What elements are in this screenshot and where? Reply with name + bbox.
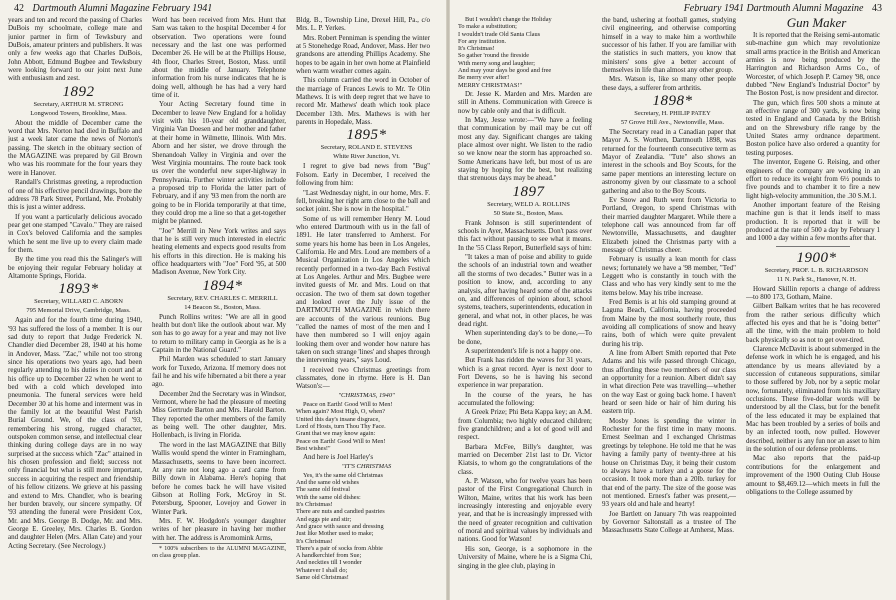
right-running-head: [684, 3, 888, 14]
paragraph: And here is Joel Harley's: [303, 453, 374, 462]
paragraph: years and ten and record the passing of Charles DuBois my schoolmate, college mate and junior partner in firm of Tewksbury and DuBois, amateur printers and publishers. It was only a few weeks ago that Charles DuBois, John Abbott, Edmund Bugbee and Tewksbury were looking forward to our joint next June with enthusiasm and zest.: [8, 16, 142, 83]
secretary-address: 14 Beacon St., Boston, Mass.: [184, 303, 261, 311]
poem: Peace on Earth! Good Will to Men! When again? Most High, O, when? United this day's insane disgrace, Lord of Hosts, turn Thou Thy Face. Grant that we may know again: Peace on Earth! Good Will to Men! Best wishes!": [296, 401, 393, 452]
paragraph: February is usually a lean month for class news; fortunately we have a '98 member, "Ted" Leggett who is constantly in touch with the Class and who has very kindly sent to me the items below. May his tribe increase.: [602, 255, 736, 297]
paragraph: Howard Skillin reports a change of address—to 800 173, Gotham, Maine.: [746, 284, 880, 301]
paragraph: I received two Christmas greetings from classmates, done in rhyme. Here is H. Dan Watson's:—: [296, 365, 430, 391]
class-year-heading: 1900*: [796, 249, 837, 266]
class-secretary: Secretary, ARTHUR M. STRONG: [33, 100, 124, 108]
paragraph: Mac also reports that the paid-up contributions for the enlargement and improvement of the 1900 Outing Club House amount to $8,469.12—which meets in full the obligations to the College assumed by: [746, 454, 880, 496]
paragraph: About the middle of December came the word that Mrs. Norton had died in Buffalo and just a week later came the news of Norton's passing. The sketch in the obituary section of the MAGAZINE was prepared by Gil Brown who was his roommate for the four years they were in Hanover.: [8, 118, 142, 177]
footnote: * 100% subscribers to the ALUMNI MAGAZINE, on class group plan.: [152, 543, 286, 560]
paragraph: I regret to give bad news from "Bug" Folsom. Early in December, I received the following from him:: [296, 162, 430, 188]
paragraph: Your Acting Secretary found time in December to leave New England for a holiday visit with his 10-year old granddaughter, Virginia Van Doesen and her mother and father at their home in Wilmette, Illinois. With Mrs. Aborn and her sister, we drove through the Shenandoah Valley in Virginia and over the West Virginia mountains. The route back took us over the wonderful new super-highway in Pennsylvania. Further winter activities include a proposed trip to Florida the latter part of February, and if any '93 men from the north are going to be in Florida temporarily at that time, they could drop me a line so that a get-together might be planned.: [152, 100, 286, 226]
class-secretary: Secretary, H. PHILIP PATEY: [634, 110, 711, 118]
paragraph: Mrs. Robert Penniman is spending the winter at 5 Stonehedge Road, Andover, Mass. Her two grandsons are attending Phillips Academy. She hopes to be again in her own home at Plainfield when warm weather comes again.: [296, 33, 430, 76]
paragraph: Joe Bartlett on January 7th was reappointed by Governor Saltonstall as a trustee of The Massachusetts State College at Amherst, Mass.: [602, 509, 736, 535]
section-rule: [776, 246, 850, 247]
paragraph: A line from Albert Smith reported that Pete Adams and his wife passed through Chicago, thus affording these two members of our class an opportunity for a reunion. Albert didn't say in what direction Pete was travelling—whether on the way East or going back home. I haven't heard or seen hide or hair of him during his eastern trip.: [602, 349, 736, 416]
paragraph: The Secretary read in a Canadian paper that Mayor A. S. Worthen, Dartmouth 1898, was returned for the fourteenth consecutive term as Mayor of Zealandia. "Tute" also shows an interest in the schools and Boy Scouts, for the same paper mentions an interesting lecture on astronomy given by our classmate to a school gathering and also to the Boy Scouts.: [602, 128, 736, 195]
right-running-title: February 1941 Dartmouth Alumni Magazine: [683, 3, 864, 14]
secretary-address: Longwood Towers, Brookline, Mass.: [30, 109, 127, 117]
right-page: [450, 0, 896, 600]
class-secretary: Secretary, WILLARD C. ABORN: [34, 298, 123, 306]
class-secretary: Secretary, PROF. L. B. RICHARDSON: [764, 266, 869, 274]
right-column-1: [458, 16, 592, 598]
paragraph: "Joe" Merrill in New York writes and says that he is still very much interested in electric heating elements and expects good results from his efforts in this direction. He is making his office headquarters with "Joe" Ford '95, at 500 Madison Avenue, New York City.: [152, 226, 286, 277]
paragraph: The gun, which fires 500 shots a minute at an effective range of 300 yards, is now being tested in England and Canada by the British and on the Shrewsbury rifle range by the United States army ordnance department. Boston police have also ordered a quantity for testing purposes.: [746, 98, 880, 157]
paragraph: Phil Marden was scheduled to start January work for Tuxedo, Arizona. If memory does not fail he and his wife hibernated a bit there a year ago.: [152, 355, 286, 389]
paragraph: Punch Rollins writes: "We are all in good health but don't like the outlook about war. My son has to go away for a year and may not live to return to military camp in Georgia as he is a Captain in the National Guard.": [152, 312, 286, 355]
left-running-title: Dartmouth Alumni Magazine February 1941: [32, 3, 213, 14]
class-secretary: Secretary, ROLAND E. STEVENS: [320, 144, 413, 152]
paragraph: Mosby Jones is spending the winter in Rochester for the first time in many moons. Ernest Seelman and I exchanged Christmas greetings by telephone. He told me that he was having a family party of twenty-three at his house on Christmas Day, it being their custom to always have a turkey and a goose for the occasion. It took more than a 20lb. turkey for that end of the party. The size of the goose was not mentioned. Ernest's father was present,—93 years old and hale and hearty!: [602, 416, 736, 509]
paragraph: December 2nd the Secretary was in Windsor, Vermont, where he had the pleasure of meeting Miss Gertrude Barton and Mrs. Harold Barton. They reported the other members of the family as being well. The other daughter, Mrs. Hollenbach, is living in Florida.: [152, 389, 286, 440]
class-year-heading: 1894*: [202, 277, 243, 294]
class-secretary: Secretary, REV. CHARLES C. MERRILL: [167, 294, 278, 302]
secretary-address: White River Junction, Vt.: [333, 153, 400, 161]
paragraph: A. P. Watson, who for twelve years has been pastor of the First Congregational Church in Wilton, Maine, writes that his work has been increasingly interesting and enjoyable every year, and that he is increasingly impressed with the need of greater recognition and cultivation of moral and spiritual values by individuals and nations. Good for Watson!: [458, 477, 592, 544]
class-year-heading: 1898*: [652, 93, 693, 110]
secretary-address: 11 N. Park St., Hanover, N. H.: [776, 275, 857, 283]
paragraph: This column carried the word in October of the marriage of Frances Lewis to Mr. Te Olin Mathews. It is with deep regret that we have to record Mr. Mathews' death which took place December 13th. Mrs. Mathews is with her parents in Hopedale, Mass.: [296, 76, 430, 127]
paragraph: Dr. Jesse K. Marden and Mrs. Marden are still in Athens. Communication with Greece is now by cable only and that is difficult.: [458, 89, 592, 115]
left-column-1: [8, 16, 142, 598]
paragraph: Barbara McFee, Billy's daughter, was married on December 21st last to Dr. Victor Kiatsis, to whom go the congratulations of the class.: [458, 442, 592, 476]
paragraph: "Last Wednesday night, in our home, Mrs. F. fell, breaking her right arm close to the ball and socket joint. She is now in the hospital.": [296, 188, 430, 214]
class-year-heading: 1892: [62, 83, 95, 100]
paragraph: Clarence McDavitt is about submerged in the defense work in which he is engaged, and his attendance by us means alleviated by a succession of cutaneous suppurations, similar to those suffered by Job, nor by a septic molar now, fortunately, eliminated from his maxillary occlusions. These five-dollar words will be understood by all the Class, but for the benefit of the less educated it may be explained that Mac has been troubled by a series of boils and by an infected tooth, now pulled. However described, neither is any fun nor an asset to him in the solution of our defense problems.: [746, 345, 880, 454]
paragraph: Again and for the fourth time during 1940, '93 has suffered the loss of a member. It is our sad duty to report that Judge Frederick N. Chandler died December 28, 1940 at his home in Andover, Mass. "Zac," while not too strong since his operations two years ago, had been regularly attending to his duties in court and at his office up to December 22 when he went to bed with a cold which developed into pneumonia. The funeral services were held December 30 at his home and interment was in the family lot at the beautiful West Parish Burial Ground. We, of the class of '93, remembering his strong, rugged character, outspoken common sense, and intellectual clear thinking during college days are in no way surprised at the success which "Zac" attained in his chosen profession and field; success not only financial but what is still more important, success in acquiring the respect and friendship of his fellow citizens. We grieve at his passing and extend to Mrs. Chandler, who is bearing her burden bravely, our sincere sympathy. Of '93 attending the funeral were President Cox, Mr. and Mrs. George B. Dodge, Mr. and Mrs. George E. Greeley, Mrs. Charles B. Gordon and daughter Helen (Mrs. Allan Cate) and your Acting Secretary. (See Necrology.): [8, 316, 142, 550]
left-page-number: 42: [14, 3, 24, 14]
left-column-2: [152, 16, 286, 598]
secretary-address: 50 State St., Boston, Mass.: [493, 209, 564, 217]
paragraph: But Frank has ridden the waves for 31 years, which is a great record. Ayer is next door to Fort Devens, so he is having his second experience in war preparation.: [458, 356, 592, 390]
paragraph: In the course of the years, he has accumulated the following:: [458, 390, 592, 407]
paragraph: When superintending day's to be done,—To be done,: [458, 329, 592, 346]
poem: Yes, it's the same old Christmas And the same old wishes The same old festival With the same old dishes: It's Christmas! There are nuts and candied pastries And eggs pie and stir; And grace with sauce and dressing Just like Mother used to make; It's Christmas! There's a pair of socks from Abbie A handkerchief from Sue; And neckties till I wonder Whatever I shall do; Same old Christmas!: [296, 471, 385, 582]
paragraph: In May, Jesse wrote:—"We have a feeling that communication by mail may be cut off most any day. Significant changes are taking place almost over night. We listen to the radio so we know near the storm has approached so. Some Americans have left, but most of us are staying by hoping for the best, but realizing that strenuous days may be ahead.": [458, 116, 592, 183]
paragraph: His son, George, is a sophomore in the University of Maine, where he is a Sigma Chi, singing in the glee club, playing in: [458, 544, 592, 570]
left-column-3: [296, 16, 430, 598]
class-year-heading: 1895*: [346, 127, 387, 144]
paragraph: It is reported that the Reising semi-automatic sub-machine gun which may revolutionize small arms practice in the British and American armies is now being produced by the Harrington and Richardson Arms Co., of Worcester, of which Joseph P. Carney '98, once dubbed "New England's Industrial Doctor" by The Boston Post, is now president and director.: [746, 31, 880, 98]
paragraph: If you want a particularly delicious avocado pear get one stamped "Cavalo." They are raised in Cox's beloved California and the samples which he sent me live up to every claim made for them.: [8, 212, 142, 254]
paragraph: Word has been received from Mrs. Hunt that Sam was taken to the hospital December 4 for observation. Two operations were found necessary and the last one was performed December 26. He will be at the Phillips House, 4th floor, Charles Street, Boston, Mass. until about the middle of January. Telephone information from his nurse indicates that he is doing well, although he has had a very hard time of it.: [152, 16, 286, 100]
right-column-2: [602, 16, 736, 598]
paragraph: "It takes a man of poise and ability to guide the schools of an industrial town and weather all the storms of two decades." Butter was in a position to know, and, according to any analysis, after having heard some of the attacks on, and differences of opinion about, school systems, teachers, superintendents, education in general, and what not, in other places, he was dead right.: [458, 253, 592, 328]
paragraph: A superintendent's life is not a happy one.: [465, 346, 583, 355]
right-page-number: 43: [872, 3, 882, 14]
left-running-head: [8, 3, 212, 14]
paragraph: A Greek Prize; Phi Beta Kappa key; an A.M. from Columbia; two highly educated children; five grandchildren; and a lot of good will and respect.: [458, 408, 592, 442]
class-year-heading: 1893*: [58, 281, 99, 298]
class-year-heading: 1897: [512, 183, 545, 200]
paragraph: Bldg. B., Township Line, Drexel Hill, Pa., c/o Mrs. L. P. Yerkes.: [296, 16, 430, 33]
paragraph: By the time you read this the Salinger's will be enjoying their regular February holiday at Altamonte Springs, Florida.: [8, 255, 142, 280]
secretary-address: 795 Memorial Drive, Cambridge, Mass.: [26, 307, 131, 315]
poem-title: "IT'S CHRISTMAS: [341, 462, 392, 470]
paragraph: Some of us will remember Henry M. Loud who entered Dartmouth with us in the fall of 1891. He later transferred to Amherst. For some years his home has been in Los Angeles, California. He and Mrs. Loud are members of a Musical Organization in Los Angeles which recently performed in a two-day Bach Festival at Los Angeles. Arthur and Mrs. Bugbee were invited guests of Mr. and Mrs. Loud on that occasion. The two of them sat down together and looked over the July issue of the DARTMOUTH MAGAZINE in which there are accounts of the various reunions. Bug "called the names of most of the men and I have then numbered so I will enjoy again looking them over and wonder how nature has taken on such strange 'lines' and shapes through the intervening years," says Loud.: [296, 214, 430, 365]
paragraph: The inventor, Eugene G. Reising, and other engineers of the company are working in an effort to reduce its weight from 6½ pounds to five pounds and to chamber it to fire a new light high-velocity ammunition, the .30 S.M.1.: [746, 158, 880, 200]
paragraph: Mrs. Watson is, like so many other people these days, a sufferer from arthritis.: [602, 75, 736, 92]
paragraph: Gilbert Balkam writes that he has recovered from the rather serious difficulty which affected his eyes and that he is "doing better" all the time, with the main problem to hold back physically so as not to get over-tired.: [746, 302, 880, 344]
paragraph: Frank Johnson is still superintendent of schools in Ayer, Massachusetts. Don't pass over this fact without pausing to see what it means. In the '55 Class Report, Butterfield says of him:: [458, 218, 592, 252]
article-title: Gun Maker: [786, 16, 847, 30]
poem-title: "CHRISTMAS, 1940": [338, 391, 395, 399]
secretary-address: 57 Grove Hill Ave., Newtonville, Mass.: [620, 119, 725, 127]
poem: But I wouldn't change the Holiday To make a substitution; I wouldn't trade Old Santa Claus For any institution. It's Christmas! So gather 'round the fireside With merry song and laughter; And may your days be good and free Be merry ever after! MERRY CHRISTMAS!": [458, 16, 552, 89]
paragraph: Fred Bemis is at his old stamping ground at Laguna Beach, California, having proceeded from Maine by the most southerly route, thus avoiding all complications of snow and heavy rains, both of which were quite prevalent during his trip.: [602, 297, 736, 348]
class-secretary: Secretary, WELD A. ROLLINS: [487, 200, 570, 208]
right-column-3: [746, 16, 880, 598]
paragraph: Randall's Christmas greeting, a reproduction of one of his effective pencil drawings, bore the address 78 Park Street, Portland, Me. Probably this is just a winter address.: [8, 178, 142, 212]
paragraph: the band, ushering at football games, studying civil engineering, and otherwise comporting himself in a way to make him a worthwhile successor of his father. If you are familiar with the statistics in such matters, you know that ministers' sons give a better account of themselves in life than almost any other group.: [602, 16, 736, 75]
paragraph: Ev Snow and Ruth went from Victoria to Portland, Oregon, to spend Christmas with their married daughter Margaret. While there a telephone call was announced from far off Newtonville, Massachusetts, and daughter Elizabeth joined the Christmas party with a message of Christmas cheer.: [602, 195, 736, 254]
paragraph: Another important feature of the Reising machine gun is that it lends itself to mass production. It is reported that it will be produced at the rate of 500 a day by February 1 and 1000 a day within a few months after that.: [746, 200, 880, 243]
paragraph: Mrs. F. W. Hodgdon's younger daughter writes of her pleasure in having her mother with her. The address is Aromomink Arms,: [152, 516, 286, 542]
paragraph: The word in the last MAGAZINE that Billy Wallis would spend the winter in Framingham, Massachusetts, seems to have been incorrect. At any rate not long ago a card came from Billy down in Alabama. Here's hoping that before he comes back he will have visited Gibson at Rolling Fork, McGroy in St. Petersburg, Spooner, Lovejoy and Gower in Winter Park.: [152, 440, 286, 516]
left-page: [0, 0, 446, 600]
